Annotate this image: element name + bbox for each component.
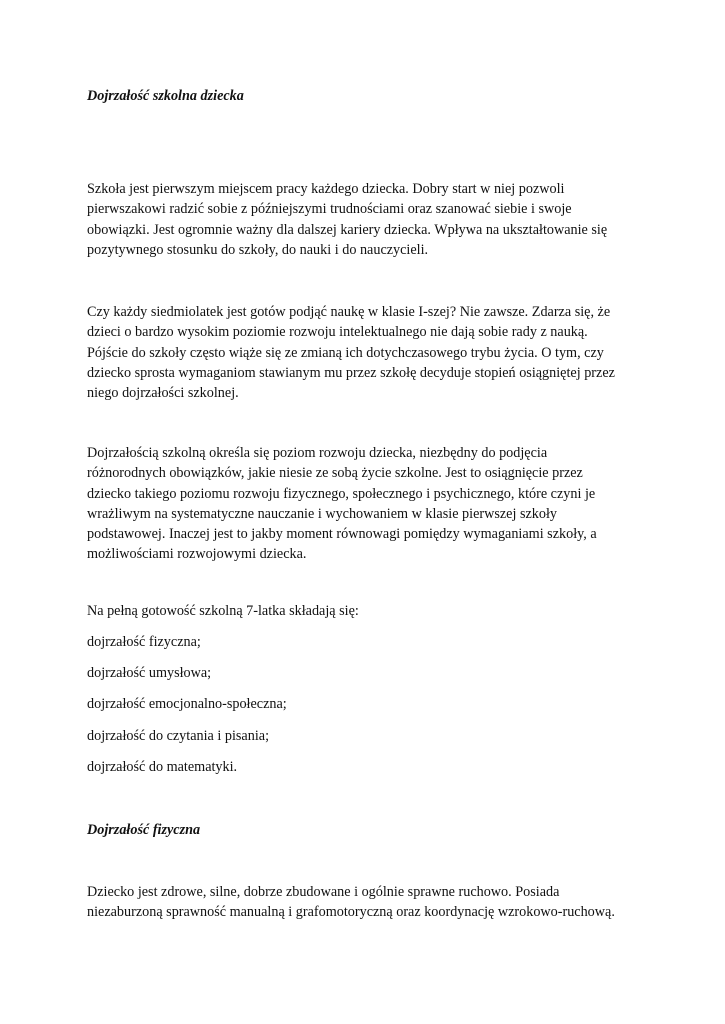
list-item: dojrzałość umysłowa; — [87, 665, 212, 681]
paragraph-line: różnorodnych obowiązków, jakie niesie ze sobą życie szkolne. Jest to osiągnięcie przez — [87, 465, 583, 482]
paragraph-line: pierwszakowi radzić sobie z późniejszymi trudnościami oraz szanować siebie i swoje — [87, 201, 572, 218]
paragraph-line: podstawowej. Inaczej jest to jakby moment równowagi pomiędzy wymaganiami szkoły, a — [87, 526, 597, 543]
paragraph-line: Dziecko jest zdrowe, silne, dobrze zbudowane i ogólnie sprawne ruchowo. Posiada — [87, 884, 560, 900]
section-heading: Dojrzałość fizyczna — [87, 822, 201, 838]
paragraph-line: Dojrzałością szkolną określa się poziom rozwoju dziecka, niezbędny do podjęcia — [87, 445, 548, 461]
list-item: dojrzałość emocjonalno-społeczna; — [87, 696, 287, 712]
document-title: Dojrzałość szkolna dziecka — [87, 88, 244, 104]
list-item: dojrzałość do czytania i pisania; — [87, 728, 270, 744]
paragraph-line: dziecko takiego poziomu rozwoju fizycznego, społecznego i psychicznego, które czyni je — [87, 485, 596, 502]
paragraph-readiness-question — [87, 302, 647, 403]
list-item: dojrzałość do matematyki. — [87, 759, 238, 775]
paragraph-line: Czy każdy siedmiolatek jest gotów podjąć naukę w klasie I-szej? Nie zawsze. Zdarza się, że — [87, 304, 611, 320]
paragraph-definition — [87, 443, 647, 565]
paragraph-line: dzieci o bardzo wysokim poziomie rozwoju intelektualnego nie dają sobie rady z nauką. — [87, 324, 588, 341]
paragraph-line: obowiązki. Jest ogromnie ważny dla dalszej kariery dziecka. Wpływa na ukształtowanie się — [87, 221, 608, 238]
list-item: dojrzałość fizyczna; — [87, 634, 201, 650]
paragraph-line: pozytywnego stosunku do szkoły, do nauki i do nauczycieli. — [87, 241, 429, 258]
paragraph-line: niezaburzoną sprawność manualną i grafomotoryczną oraz koordynację wzrokowo-ruchową. — [87, 904, 615, 921]
paragraph-line: niego dojrzałości szkolnej. — [87, 385, 239, 402]
paragraph-line: wrażliwym na systematyczne nauczanie i wychowaniem w klasie pierwszej szkoły — [87, 505, 557, 522]
paragraph-line: możliwościami rozwojowymi dziecka. — [87, 546, 307, 563]
paragraph-intro — [87, 179, 647, 260]
paragraph-line: Pójście do szkoły często wiąże się ze zmianą ich dotychczasowego trybu życia. O tym, czy — [87, 344, 604, 361]
paragraph-line: dziecko sprosta wymaganiom stawianym mu przez szkołę decyduje stopień osiągniętej przez — [87, 364, 615, 381]
paragraph-physical-readiness — [87, 882, 647, 923]
list-intro: Na pełną gotowość szkolną 7-latka składają się: — [87, 603, 359, 619]
paragraph-line: Szkoła jest pierwszym miejscem pracy każdego dziecka. Dobry start w niej pozwoli — [87, 181, 565, 197]
